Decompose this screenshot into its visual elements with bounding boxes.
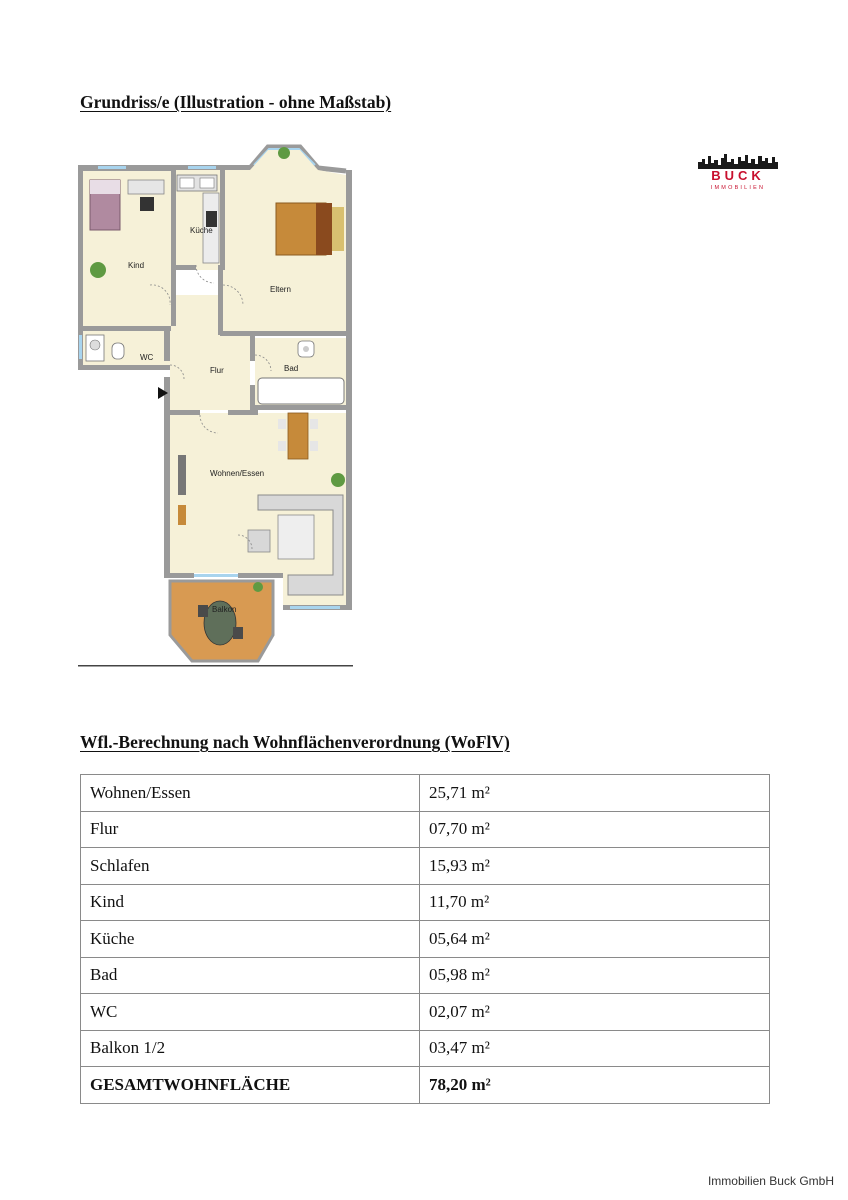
room-label-flur: Flur	[210, 366, 224, 375]
room-cell: Kind	[81, 884, 420, 921]
table-row	[81, 994, 770, 1031]
table-row	[81, 957, 770, 994]
room-cell: WC	[81, 994, 420, 1031]
floorplan-illustration	[78, 135, 368, 680]
logo-wordmark: BUCK	[711, 168, 765, 183]
room-cell: Schlafen	[81, 848, 420, 885]
footer-company: Immobilien Buck GmbH	[707, 1174, 834, 1188]
total-area: 78,20 m²	[420, 1067, 770, 1104]
area-table	[80, 774, 770, 1104]
area-cell: 05,98 m²	[420, 957, 770, 994]
total-row	[81, 1067, 770, 1104]
area-calculation-heading: Wfl.-Berechnung nach Wohnflächenverordnung (WoFlV)	[80, 732, 510, 752]
room-cell: Flur	[81, 811, 420, 848]
logo-subtitle: IMMOBILIEN	[710, 185, 766, 191]
area-cell: 05,64 m²	[420, 921, 770, 958]
room-cell: Bad	[81, 957, 420, 994]
table-row	[81, 811, 770, 848]
table-row	[81, 775, 770, 812]
table-row	[81, 884, 770, 921]
room-cell: Küche	[81, 921, 420, 958]
room-label-wohnen: Wohnen/Essen	[210, 469, 265, 478]
room-label-balkon: Balkon	[212, 605, 237, 614]
table-row	[81, 1030, 770, 1067]
area-cell: 11,70 m²	[420, 884, 770, 921]
table-row	[81, 921, 770, 958]
room-cell: Balkon 1/2	[81, 1030, 420, 1067]
ground-line	[78, 665, 353, 667]
floorplan-heading: Grundriss/e (Illustration - ohne Maßstab)	[80, 92, 392, 112]
room-label-bad: Bad	[284, 364, 299, 373]
room-cell: Wohnen/Essen	[81, 775, 420, 812]
skyline-icon	[696, 150, 780, 170]
room-label-kind: Kind	[128, 261, 145, 270]
area-cell: 15,93 m²	[420, 848, 770, 885]
table-row	[81, 848, 770, 885]
balkon	[170, 581, 273, 661]
area-cell: 25,71 m²	[420, 775, 770, 812]
room-label-eltern: Eltern	[270, 285, 291, 294]
area-cell: 03,47 m²	[420, 1030, 770, 1067]
room-label-kueche: Küche	[190, 226, 213, 235]
buck-logo	[696, 150, 780, 198]
total-label: GESAMTWOHNFLÄCHE	[81, 1067, 420, 1104]
room-label-wc: WC	[140, 353, 154, 362]
area-cell: 02,07 m²	[420, 994, 770, 1031]
area-cell: 07,70 m²	[420, 811, 770, 848]
